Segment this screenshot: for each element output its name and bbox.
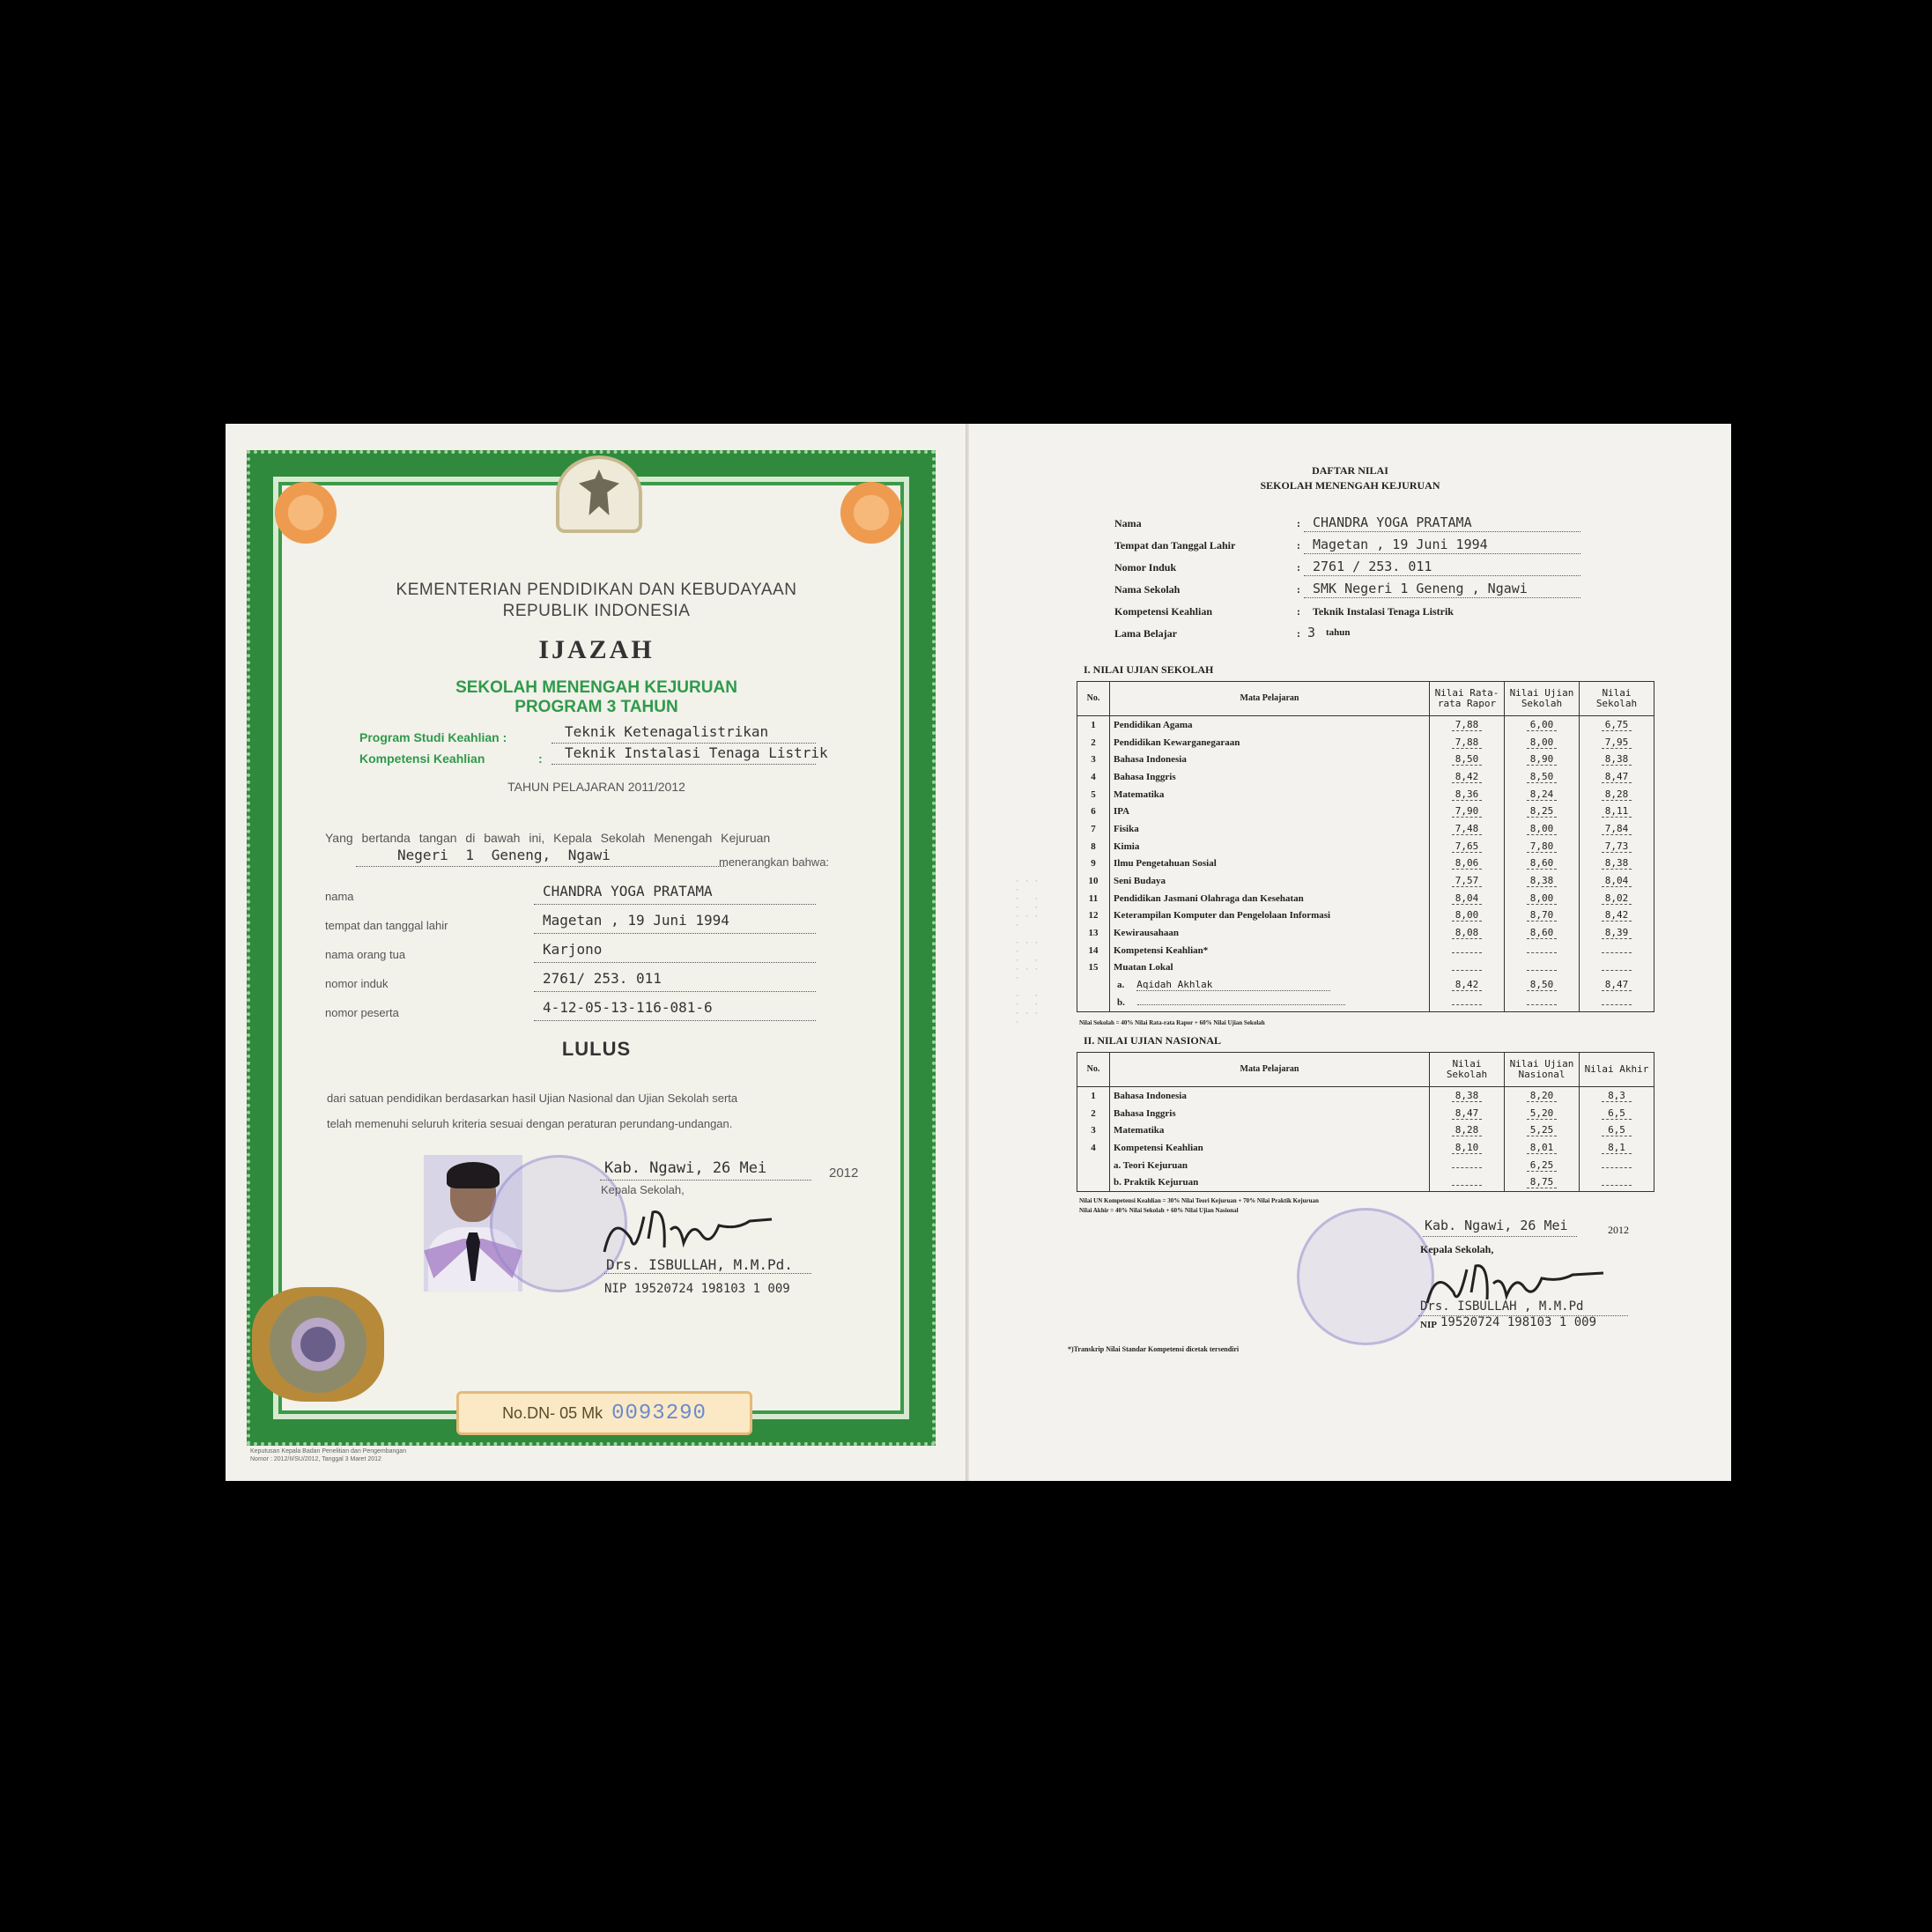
- score-ujian: 8,00: [1527, 737, 1557, 749]
- field-label: nama orang tua: [325, 948, 406, 961]
- row-number: 7: [1077, 820, 1110, 838]
- table-row-muatan-a: [1077, 976, 1654, 994]
- lama-unit: tahun: [1326, 627, 1351, 638]
- kompetensi-label: Kompetensi Keahlian: [359, 751, 485, 766]
- row-number: 12: [1077, 907, 1110, 925]
- score-rapor: 7,90: [1452, 805, 1482, 818]
- score-akhir: [1602, 1185, 1632, 1186]
- statement-line-2: telah memenuhi seluruh kriteria sesuai dengan peraturan perundang-undangan.: [327, 1117, 733, 1130]
- hologram-seal-icon: [252, 1287, 384, 1402]
- transcript-footnote: *)Transkrip Nilai Standar Kompetensi dicetak tersendiri: [1068, 1345, 1240, 1353]
- score-un: 6,25: [1527, 1159, 1557, 1172]
- statement-line-1: dari satuan pendidikan berdasarkan hasil Ujian Nasional dan Ujian Sekolah serta: [327, 1092, 738, 1105]
- school-name-value: Negeri 1 Geneng, Ngawi: [397, 847, 611, 863]
- kompetensi-colon: :: [538, 751, 543, 766]
- table-header: Nilai Rata-rata Rapor: [1430, 682, 1505, 716]
- transcript-title: DAFTAR NILAI: [1312, 464, 1388, 477]
- score-nilai: 8,38: [1602, 753, 1632, 766]
- score-sekolah: 8,10: [1452, 1142, 1482, 1154]
- transcript-heading: [969, 463, 1731, 493]
- transcript-signer-nip: 19520724 198103 1 009: [1440, 1315, 1597, 1329]
- score-rapor: 7,88: [1452, 719, 1482, 731]
- muatan-a-ujian: 8,50: [1527, 979, 1557, 991]
- score-rapor: 7,48: [1452, 823, 1482, 835]
- transcript-signer-name: Drs. ISBULLAH , M.M.Pd: [1420, 1299, 1584, 1314]
- score-un: 5,20: [1527, 1107, 1557, 1120]
- subject-name: Matematika: [1110, 1121, 1430, 1139]
- score-sekolah: 8,47: [1452, 1107, 1482, 1120]
- table-row: [1077, 855, 1654, 873]
- table-row: [1077, 716, 1654, 734]
- info-colon: :: [1297, 583, 1300, 596]
- subject-name: Muatan Lokal: [1110, 959, 1430, 977]
- info-value: 2761 / 253. 011: [1313, 559, 1432, 574]
- footer-note: [250, 1447, 514, 1463]
- result-status: LULUS: [561, 1038, 632, 1060]
- info-value: CHANDRA YOGA PRATAMA: [1313, 514, 1472, 530]
- score-ujian: [1527, 970, 1557, 971]
- score-sekolah: 8,28: [1452, 1124, 1482, 1136]
- muatan-b-prefix: b.: [1117, 996, 1125, 1008]
- program-duration: PROGRAM 3 TAHUN: [514, 698, 678, 716]
- score-rapor: 8,06: [1452, 857, 1482, 870]
- row-number: 3: [1077, 751, 1110, 768]
- place-date: Kab. Ngawi, 26 Mei: [604, 1159, 767, 1177]
- table-row: [1077, 872, 1654, 890]
- info-colon: :: [1297, 561, 1300, 574]
- info-label: Kompetensi Keahlian: [1114, 605, 1213, 618]
- score-rapor: [1452, 952, 1482, 953]
- school-type: SEKOLAH MENENGAH KEJURUAN: [455, 678, 737, 697]
- score-nilai: 8,38: [1602, 857, 1632, 870]
- score-nilai: [1602, 970, 1632, 971]
- school-exam-table: [1077, 681, 1654, 1012]
- table-row: [1077, 1157, 1654, 1174]
- table-header: Nilai Sekolah: [1430, 1053, 1505, 1087]
- info-label: Lama Belajar: [1114, 627, 1177, 640]
- school-stamp-transcript: [1297, 1208, 1434, 1345]
- ministry-line-2: REPUBLIK INDONESIA: [502, 602, 691, 620]
- score-ujian: 8,50: [1527, 771, 1557, 783]
- table-row: [1077, 924, 1654, 942]
- info-label: Nomor Induk: [1114, 561, 1177, 574]
- score-nilai: 7,84: [1602, 823, 1632, 835]
- subject-name: Bahasa Inggris: [1110, 1105, 1430, 1122]
- table-row: [1077, 1139, 1654, 1157]
- score-sekolah: [1452, 1167, 1482, 1168]
- score-akhir: 6,5: [1602, 1107, 1632, 1120]
- info-value: Magetan , 19 Juni 1994: [1313, 537, 1488, 552]
- table-header: Nilai Ujian Nasional: [1505, 1053, 1580, 1087]
- field-label: nomor induk: [325, 977, 389, 990]
- subject-name: Fisika: [1110, 820, 1430, 838]
- field-value: Karjono: [543, 941, 603, 958]
- table-header: Nilai Sekolah: [1580, 682, 1654, 716]
- row-number: 5: [1077, 786, 1110, 803]
- table-row: [1077, 959, 1654, 977]
- transcript-page: [969, 424, 1731, 1481]
- subject-name: Kimia: [1110, 838, 1430, 855]
- row-number: 10: [1077, 872, 1110, 890]
- field-label: nama: [325, 890, 354, 903]
- row-number: 8: [1077, 838, 1110, 855]
- muatan-a-prefix: a.: [1117, 980, 1125, 991]
- muatan-a-rapor: 8,42: [1452, 979, 1482, 991]
- subject-name: Bahasa Indonesia: [1110, 1087, 1430, 1105]
- score-nilai: 8,28: [1602, 788, 1632, 801]
- serial-number: 0093290: [611, 1401, 707, 1425]
- field-value: CHANDRA YOGA PRATAMA: [543, 883, 713, 899]
- score-ujian: [1527, 952, 1557, 953]
- table-row-muatan-b: [1077, 994, 1654, 1011]
- footer-line-1: Keputusan Kepala Badan Penelitian dan Pengembangan: [250, 1448, 407, 1455]
- subject-name: Bahasa Indonesia: [1110, 751, 1430, 768]
- row-number: 2: [1077, 734, 1110, 751]
- info-value: 3: [1307, 625, 1316, 640]
- subject-name: Keterampilan Komputer dan Pengelolaan Informasi: [1110, 907, 1430, 925]
- score-ujian: 8,00: [1527, 892, 1557, 905]
- score-nilai: 6,75: [1602, 719, 1632, 731]
- row-number: 11: [1077, 890, 1110, 907]
- transcript-subtitle: SEKOLAH MENENGAH KEJURUAN: [1260, 479, 1440, 492]
- subject-name: Kompetensi Keahlian*: [1110, 942, 1430, 959]
- subject-name: a. Teori Kejuruan: [1110, 1157, 1430, 1174]
- score-akhir: [1602, 1167, 1632, 1168]
- info-colon: :: [1297, 539, 1300, 551]
- score-ujian: 8,38: [1527, 875, 1557, 887]
- table-row: [1077, 907, 1654, 925]
- footer-line-2: Nomor : 2012/II/SU/2012, Tanggal 3 Maret 2012: [250, 1456, 381, 1462]
- score-un: 8,01: [1527, 1142, 1557, 1154]
- subject-name: Ilmu Pengetahuan Sosial: [1110, 855, 1430, 873]
- subject-name: Matematika: [1110, 786, 1430, 803]
- row-number: 14: [1077, 942, 1110, 959]
- subject-name: Bahasa Inggris: [1110, 768, 1430, 786]
- table-row: [1077, 786, 1654, 803]
- table-row: [1077, 751, 1654, 768]
- score-ujian: 8,60: [1527, 857, 1557, 870]
- score-ujian: 7,80: [1527, 840, 1557, 853]
- table-header: Mata Pelajaran: [1110, 682, 1430, 716]
- row-number: 1: [1077, 716, 1110, 734]
- score-un: 5,25: [1527, 1124, 1557, 1136]
- score-nilai: 8,02: [1602, 892, 1632, 905]
- field-label: tempat dan tanggal lahir: [325, 919, 448, 932]
- table-row: [1077, 890, 1654, 907]
- score-rapor: 8,42: [1452, 771, 1482, 783]
- table-row: [1077, 1087, 1654, 1105]
- score-rapor: 8,08: [1452, 927, 1482, 939]
- muatan-a-subject: Aqidah Akhlak: [1136, 979, 1330, 991]
- score-akhir: 6,5: [1602, 1124, 1632, 1136]
- score-nilai: 8,42: [1602, 909, 1632, 922]
- corner-rosette-top-right: [840, 482, 902, 544]
- signer-title: Kepala Sekolah,: [601, 1183, 685, 1196]
- table-row: [1077, 768, 1654, 786]
- score-un: 8,75: [1527, 1176, 1557, 1188]
- intro-text: Yang bertanda tangan di bawah ini, Kepala Sekolah Menengah Kejuruan: [325, 831, 771, 845]
- score-rapor: 8,50: [1452, 753, 1482, 766]
- info-label: Nama: [1114, 517, 1142, 529]
- section1-title: I. NILAI UJIAN SEKOLAH: [1084, 663, 1214, 676]
- score-ujian: 8,25: [1527, 805, 1557, 818]
- table-header: Nilai Ujian Sekolah: [1505, 682, 1580, 716]
- academic-year: TAHUN PELAJARAN 2011/2012: [507, 780, 685, 794]
- info-value: Teknik Instalasi Tenaga Listrik: [1313, 605, 1454, 618]
- info-colon: :: [1297, 517, 1300, 529]
- score-rapor: 8,04: [1452, 892, 1482, 905]
- muatan-a-nilai: 8,47: [1602, 979, 1632, 991]
- score-un: 8,20: [1527, 1090, 1557, 1102]
- section2-note-2: Nilai Akhir = 40% Nilai Sekolah + 60% Nilai Ujian Nasional: [1079, 1207, 1239, 1214]
- score-ujian: 8,24: [1527, 788, 1557, 801]
- info-colon: :: [1297, 605, 1300, 618]
- section2-note-1: Nilai UN Kompetensi Keahlian = 30% Nilai Teori Kejuruan + 70% Nilai Praktik Kejuruan: [1079, 1197, 1319, 1204]
- signer-nip: NIP 19520724 198103 1 009: [604, 1282, 790, 1296]
- transcript-nip-label: NIP: [1420, 1320, 1437, 1330]
- table-row: [1077, 1105, 1654, 1122]
- score-nilai: 7,73: [1602, 840, 1632, 853]
- info-label: Nama Sekolah: [1114, 583, 1181, 596]
- score-rapor: 8,00: [1452, 909, 1482, 922]
- score-ujian: 8,00: [1527, 823, 1557, 835]
- info-colon: :: [1297, 627, 1300, 640]
- table-row: [1077, 838, 1654, 855]
- table-row: [1077, 820, 1654, 838]
- score-sekolah: [1452, 1185, 1482, 1186]
- menerangkan-text: menerangkan bahwa:: [719, 855, 830, 869]
- row-number: 4: [1077, 1139, 1110, 1157]
- subject-name: Seni Budaya: [1110, 872, 1430, 890]
- score-nilai: 8,47: [1602, 771, 1632, 783]
- score-sekolah: 8,38: [1452, 1090, 1482, 1102]
- score-rapor: 8,36: [1452, 788, 1482, 801]
- serial-prefix: No.DN- 05 Mk: [502, 1403, 603, 1422]
- score-nilai: [1602, 952, 1632, 953]
- info-value: SMK Negeri 1 Geneng , Ngawi: [1313, 581, 1528, 596]
- table-header: No.: [1077, 1053, 1110, 1087]
- subject-name: Pendidikan Agama: [1110, 716, 1430, 734]
- ministry-heading: [226, 580, 967, 622]
- certificate-page: [226, 424, 967, 1481]
- subject-name: IPA: [1110, 803, 1430, 820]
- score-nilai: 8,04: [1602, 875, 1632, 887]
- score-nilai: 8,11: [1602, 805, 1632, 818]
- row-number: 4: [1077, 768, 1110, 786]
- score-nilai: 8,39: [1602, 927, 1632, 939]
- national-exam-table: [1077, 1052, 1654, 1192]
- program-studi-label: Program Studi Keahlian :: [359, 730, 507, 744]
- transcript-year: 2012: [1608, 1224, 1629, 1236]
- table-row: [1077, 1173, 1654, 1191]
- kompetensi-value: Teknik Instalasi Tenaga Listrik: [565, 744, 828, 761]
- subject-name: Pendidikan Jasmani Olahraga dan Kesehatan: [1110, 890, 1430, 907]
- garuda-emblem-icon: [556, 455, 642, 533]
- row-number: [1077, 1173, 1110, 1191]
- score-rapor: [1452, 970, 1482, 971]
- subject-name: b. Praktik Kejuruan: [1110, 1173, 1430, 1191]
- field-value: 4-12-05-13-116-081-6: [543, 999, 713, 1016]
- corner-rosette-top-left: [275, 482, 337, 544]
- row-number: [1077, 1157, 1110, 1174]
- section2-title: II. NILAI UJIAN NASIONAL: [1084, 1034, 1222, 1047]
- table-row: [1077, 1121, 1654, 1139]
- subject-name: Kewirausahaan: [1110, 924, 1430, 942]
- transcript-signer-title: Kepala Sekolah,: [1420, 1243, 1494, 1255]
- year: 2012: [829, 1166, 859, 1181]
- score-rapor: 7,88: [1452, 737, 1482, 749]
- score-akhir: 8,1: [1602, 1142, 1632, 1154]
- row-number: 15: [1077, 959, 1110, 977]
- perforation-mark: · · · · · · · · · · · · · · · · · · · · · · · · · · · · · ·: [1015, 877, 1040, 1027]
- transcript-place-date: Kab. Ngawi, 26 Mei: [1425, 1218, 1568, 1233]
- info-label: Tempat dan Tanggal Lahir: [1114, 539, 1236, 551]
- subject-name: Kompetensi Keahlian: [1110, 1139, 1430, 1157]
- serial-number-box: [456, 1391, 752, 1435]
- field-value: Magetan , 19 Juni 1994: [543, 912, 729, 929]
- score-akhir: 8,3: [1602, 1090, 1632, 1102]
- table-header: Mata Pelajaran: [1110, 1053, 1430, 1087]
- score-ujian: 8,60: [1527, 927, 1557, 939]
- certificate-title: IJAZAH: [538, 635, 655, 664]
- field-value: 2761/ 253. 011: [543, 970, 662, 987]
- table-header: No.: [1077, 682, 1110, 716]
- row-number: 13: [1077, 924, 1110, 942]
- score-ujian: 6,00: [1527, 719, 1557, 731]
- field-label: nomor peserta: [325, 1006, 399, 1019]
- row-number: 9: [1077, 855, 1110, 873]
- score-rapor: 7,65: [1452, 840, 1482, 853]
- row-number: 6: [1077, 803, 1110, 820]
- ministry-line-1: KEMENTERIAN PENDIDIKAN DAN KEBUDAYAAN: [396, 581, 797, 599]
- table-row: [1077, 942, 1654, 959]
- table-row: [1077, 803, 1654, 820]
- subject-name: Pendidikan Kewarganegaraan: [1110, 734, 1430, 751]
- row-number: 1: [1077, 1087, 1110, 1105]
- score-nilai: 7,95: [1602, 737, 1632, 749]
- score-rapor: 7,57: [1452, 875, 1482, 887]
- row-number: 2: [1077, 1105, 1110, 1122]
- school-type-heading: [226, 678, 967, 717]
- table-header: Nilai Akhir: [1580, 1053, 1654, 1087]
- signer-name: Drs. ISBULLAH, M.M.Pd.: [606, 1256, 793, 1273]
- row-number: 3: [1077, 1121, 1110, 1139]
- table-row: [1077, 734, 1654, 751]
- score-ujian: 8,90: [1527, 753, 1557, 766]
- program-studi-value: Teknik Ketenagalistrikan: [565, 723, 769, 740]
- score-ujian: 8,70: [1527, 909, 1557, 922]
- section1-note: Nilai Sekolah = 40% Nilai Rata-rata Rapor + 60% Nilai Ujian Sekolah: [1079, 1019, 1265, 1026]
